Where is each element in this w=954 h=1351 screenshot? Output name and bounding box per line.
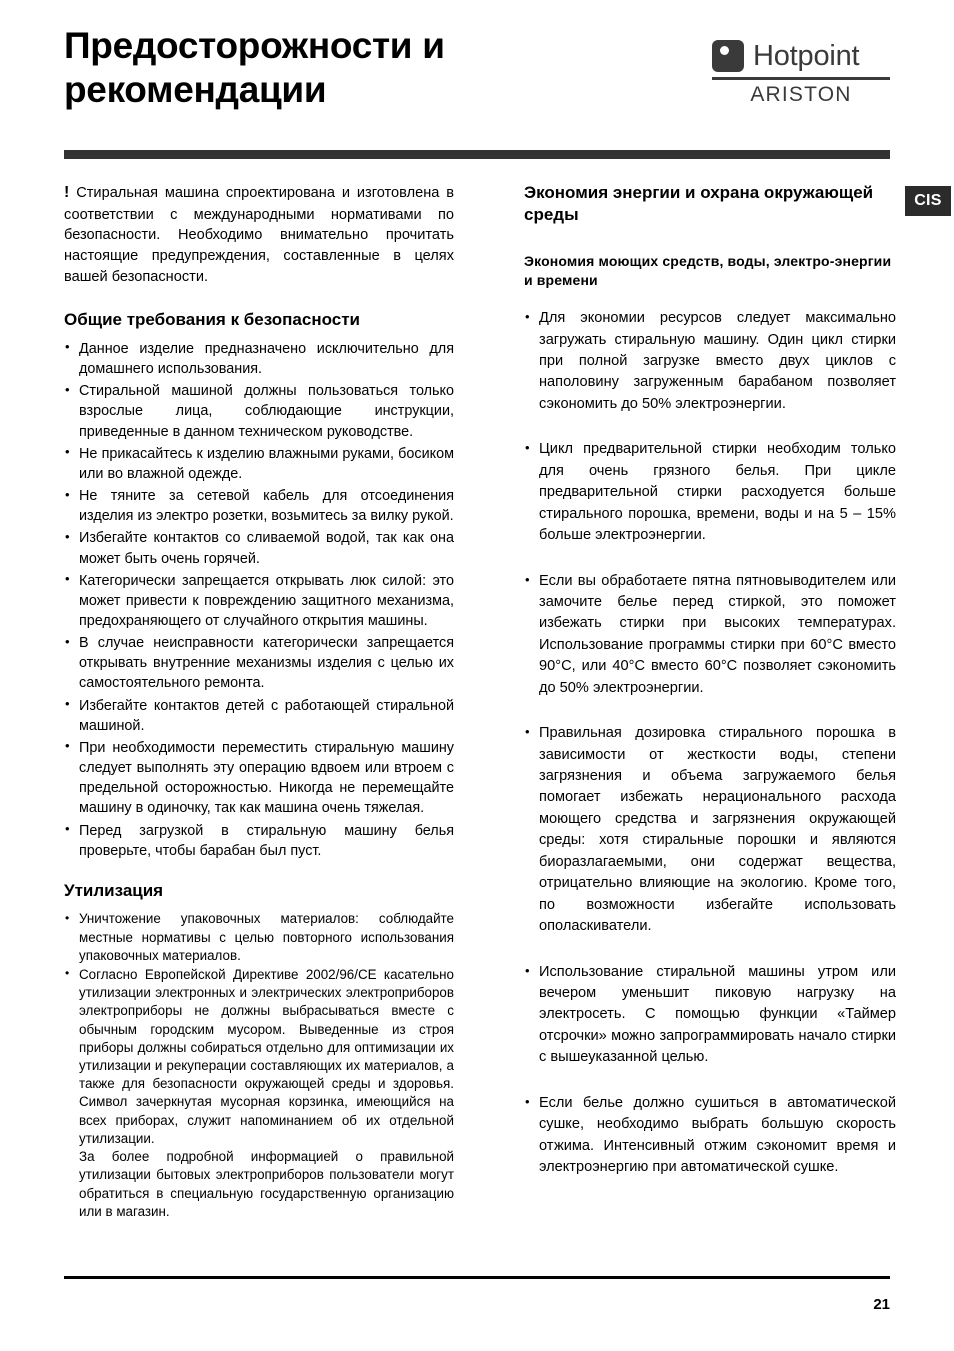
list-item: • Избегайте контактов детей с работающей стиральной машиной.	[64, 696, 454, 736]
page-number: 21	[873, 1296, 890, 1313]
list-item: • Данное изделие предназначено исключительно для домашнего использования.	[64, 339, 454, 379]
energy-saving-list	[524, 308, 896, 1178]
list-item: • Перед загрузкой в стиральную машину белья проверьте, чтобы барабан был пуст.	[64, 821, 454, 861]
right-column	[524, 182, 896, 1202]
logo-divider	[712, 77, 890, 80]
left-column	[64, 182, 454, 1241]
logo-subbrand: ARISTON	[750, 83, 852, 106]
page-title: Предосторожности и рекомендации	[64, 25, 445, 110]
section-title-safety: Общие требования к безопасности	[64, 309, 360, 329]
list-item: • В случае неисправности категорически запрещается открывать внутренние механизмы изделия с целью их самостоятельного ремонта.	[64, 633, 454, 693]
header-rule	[64, 150, 890, 159]
disposal-list	[64, 910, 454, 1221]
logo-wordmark: Hotpoint	[753, 39, 860, 72]
list-item: • Для экономии ресурсов следует максимально загружать стиральную машину. Один цикл стирки при полной загрузке вместо двух циклов с наполовину загруженным барабаном позволяет сэкономить до 50% электроэнергии.	[524, 308, 896, 415]
list-item: • Использование стиральной машины утром или вечером уменьшит пиковую нагрузку на электросеть. С помощью функции «Таймер отсрочки» можно запрограммировать начало стирки с вышеуказанной целью.	[524, 962, 896, 1069]
section-title-energy-saving: Экономия энергии и охрана окружающей среды	[524, 183, 874, 224]
list-item: • Уничтожение упаковочных материалов: соблюдайте местные нормативы с целью повторного использования упаковочных материалов.	[64, 910, 454, 965]
section-title-disposal: Утилизация	[64, 880, 164, 900]
list-item: • Если белье должно сушиться в автоматической сушке, необходимо выбрать большую скорость отжима. Интенсивный отжим сэкономит время и электроэнергию при автоматической сушке.	[524, 1093, 896, 1179]
region-badge: CIS	[905, 186, 951, 216]
list-item: • Не прикасайтесь к изделию влажными руками, босиком или во влажной одежде.	[64, 444, 454, 484]
list-item: • Если вы обработаете пятна пятновыводителем или замочите белье перед стиркой, это поможет избежать стирки при высоких температурах. Использование программы стирки при 60°C вместо 90°C, или 40°C вместо 60°C позволяет сэкономить до 50% электроэнергии.	[524, 571, 896, 700]
list-item: • Цикл предварительной стирки необходим только для очень грязного белья. При цикле предварительной стирки расходуется больше стирального порошка, времени, воды и на 5 – 15% больше электроэнергии.	[524, 439, 896, 546]
list-item: • Стиральной машиной должны пользоваться только взрослые лица, соблюдающие инструкции, приведенные в данном техническом руководстве.	[64, 381, 454, 441]
list-item: • Не тяните за сетевой кабель для отсоединения изделия из электро розетки, возьмитесь за вилку рукой.	[64, 486, 454, 526]
page-header	[64, 24, 890, 144]
list-item: • Правильная дозировка стирального порошка в зависимости от жесткости воды, степени загрязнения и объема загружаемого белья помогает избежать нерационального расхода моющего средства и загрязнения окружающей среды: хотя стиральные порошки и являются биоразлагаемыми, они содержат вещества, отрицательно влияющие на экологию. Кроме того, по возможности избегайте использовать ополаскиватели.	[524, 723, 896, 937]
disposal-trailing-paragraph: За более подробной информацией о правильной утилизации бытовых электроприборов пользователи могут обратиться в специальную государственную организацию или в магазин.	[79, 1149, 454, 1219]
list-item	[64, 966, 454, 1221]
logo-top-row	[712, 40, 890, 72]
list-item: • Избегайте контактов со сливаемой водой, так как она может быть очень горячей.	[64, 528, 454, 568]
footer-rule	[64, 1276, 890, 1279]
warning-mark-icon: !	[64, 184, 70, 201]
hotpoint-square-icon	[712, 40, 744, 72]
intro-paragraph	[64, 182, 454, 288]
safety-list	[64, 339, 454, 861]
list-item-text: Согласно Европейской Директиве 2002/96/CE касательно утилизации электронных и электрических электроприборов электроприборы не должны выбрасываться вместе с обычным городским мусором. Выведенные из строя приборы должны собираться отдельно для оптимизации их утилизации и рекуперации составляющих их материалов, а также для безопасности окружающей среды и здоровья. Символ зачеркнутая мусорная корзинка, имеющийся на всех приборах, служит напоминанием об их отдельной утилизации.	[79, 966, 454, 1146]
brand-logo	[712, 40, 890, 107]
list-item: • Категорически запрещается открывать люк силой: это может привести к повреждению защитного механизма, предохраняющего от случайного открытия машины.	[64, 571, 454, 631]
subsection-title-savings: Экономия моющих средств, воды, электро-энергии и времени	[524, 252, 892, 288]
intro-text: Стиральная машина спроектирована и изготовлена в соответствии с международными нормативами по безопасности. Необходимо внимательно прочитать настоящие предупреждения, составленные в целях вашей безопасности.	[64, 185, 454, 285]
list-item: • При необходимости переместить стиральную машину следует выполнять эту операцию вдвоем или втроем с предельной осторожностью. Никогда не перемещайте машину в одиночку, так как машина очень тяжелая.	[64, 738, 454, 819]
